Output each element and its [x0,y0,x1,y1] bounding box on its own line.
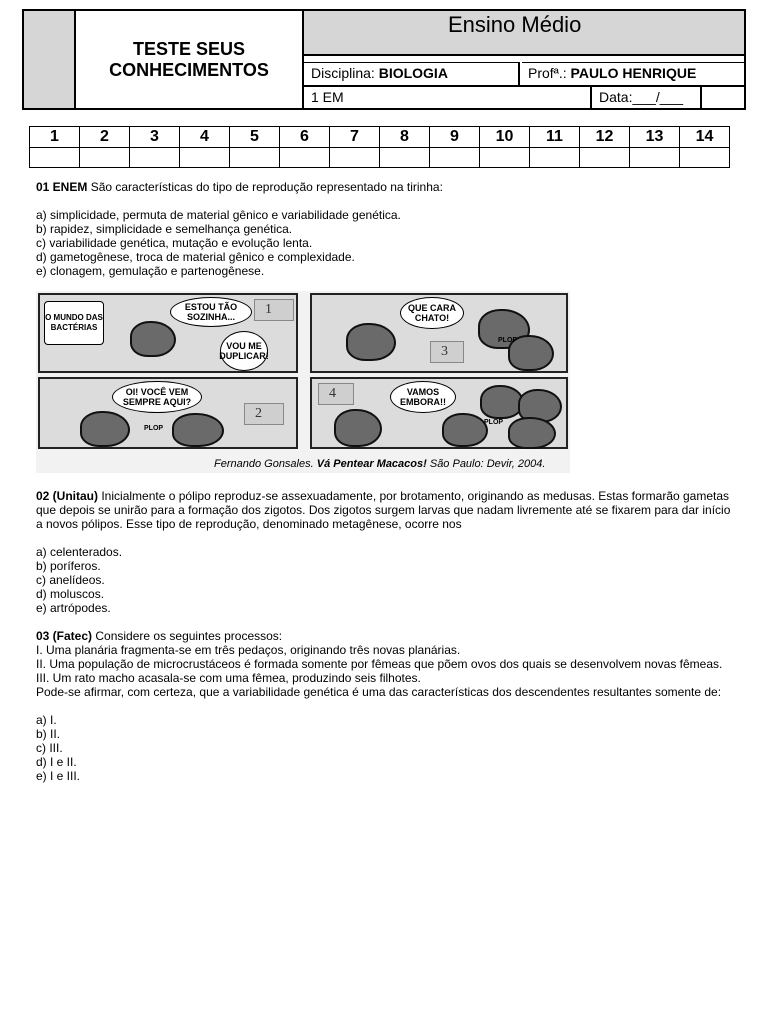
credit-publisher: São Paulo: Devir, 2004. [426,458,546,470]
plop-label: PLOP [498,337,518,344]
comic-number-box: 1 [254,299,294,321]
date-field: Data:___/___ [594,87,702,108]
option: e) clonagem, gemulação e partenogênese. [36,264,265,278]
plop-label: PLOP [484,419,504,426]
option: c) variabilidade genética, mutação e evolução lenta. [36,236,313,250]
bacterium-icon [80,411,130,447]
grid-number: 10 [480,127,530,148]
bacterium-icon [172,413,224,447]
option: c) anelídeos. [36,573,105,587]
answer-cell[interactable] [630,148,680,168]
answer-cell[interactable] [230,148,280,168]
comic-panel-2 [38,377,298,449]
bacterium-icon [130,321,176,357]
answer-cell[interactable] [330,148,380,168]
grid-number: 8 [380,127,430,148]
statement: I. Uma planária fragmenta-se em três pedaços, originando três novas planárias. [36,643,461,657]
comic-sign: O MUNDO DAS BACTÉRIAS [44,301,104,345]
discipline-field [304,62,520,85]
discipline-value: BIOLOGIA [378,65,448,81]
statement: Pode-se afirmar, com certeza, que a variabilidade genética é uma das características dos descendentes resultantes somente de: [36,685,722,699]
question-2-stem [36,489,736,531]
option: b) rapidez, simplicidade e semelhança genética. [36,222,293,236]
comic-strip [36,291,570,473]
option: d) I e II. [36,755,77,769]
teacher-label: Profª.: [528,65,567,81]
comic-bubble: VAMOS EMBORA!! [390,381,456,413]
title-line-2: CONHECIMENTOS [109,59,269,80]
discipline-label: Disciplina: [311,65,375,81]
bacterium-icon [334,409,382,447]
answer-cell[interactable] [430,148,480,168]
question-3-text: Considere os seguintes processos: [92,629,283,643]
level-label: Ensino Médio [448,12,582,37]
plop-label: PLOP [144,425,164,432]
comic-number-box: 4 [318,383,354,405]
answer-cell[interactable] [530,148,580,168]
grid-number: 3 [130,127,180,148]
question-2 [36,489,736,615]
class-field: 1 EM [304,87,592,108]
header-box [22,9,746,110]
blank-field [704,87,744,108]
answer-cell[interactable] [580,148,630,168]
question-2-text: Inicialmente o pólipo reproduz-se assexuadamente, por brotamento, originando as medusas. Estas formarão gametas que depois se unirão para a formação dos zigotos. Dos zigotos surgem larvas que nadam livremente até se fixarem para dar início a novos pólipos. Esse tipo de reprodução, denominado metagênese, ocorre nos [36,489,731,531]
answer-grid-numbers [30,127,730,148]
credit-author: Fernando Gonsales. [214,458,317,470]
grid-number: 4 [180,127,230,148]
question-1-stem [36,180,736,194]
question-3-stem [36,629,736,643]
answer-grid-blanks [30,148,730,168]
grid-number: 11 [530,127,580,148]
option: c) III. [36,741,63,755]
option: e) I e III. [36,769,81,783]
option: a) I. [36,713,57,727]
grid-number: 5 [230,127,280,148]
grid-number: 12 [580,127,630,148]
answer-cell[interactable] [680,148,730,168]
teacher-field [522,62,744,85]
question-2-source: 02 (Unitau) [36,489,99,503]
answer-cell[interactable] [480,148,530,168]
credit-title: Vá Pentear Macacos! [316,458,427,470]
bacterium-icon [508,417,556,449]
answer-cell[interactable] [130,148,180,168]
grid-number: 2 [80,127,130,148]
option: a) celenterados. [36,545,123,559]
header-gray-cell [24,11,76,108]
teacher-value: PAULO HENRIQUE [570,65,697,81]
option: d) gametogênese, troca de material gênico e complexidade. [36,250,355,264]
option: d) moluscos. [36,587,105,601]
answer-cell[interactable] [30,148,80,168]
option: b) II. [36,727,61,741]
question-1-source: 01 ENEM [36,180,88,194]
bacterium-icon [442,413,488,447]
answer-cell[interactable] [180,148,230,168]
grid-number: 9 [430,127,480,148]
answer-cell[interactable] [80,148,130,168]
comic-bubble: ESTOU TÃO SOZINHA... [170,297,252,327]
comic-bubble: VOU ME DUPLICAR! [220,331,268,371]
answer-cell[interactable] [380,148,430,168]
grid-number: 6 [280,127,330,148]
comic-bubble: OI! VOCÊ VEM SEMPRE AQUI? [112,381,202,413]
grid-number: 13 [630,127,680,148]
header-row-class [304,87,744,108]
option: e) artrópodes. [36,601,111,615]
comic-panel-1 [38,293,298,373]
statement: III. Um rato macho acasala-se com uma fêmea, produzindo seis filhotes. [36,671,421,685]
comic-panel-4 [310,377,568,449]
option: b) poríferos. [36,559,101,573]
question-1-text: São características do tipo de reprodução representado na tirinha: [87,180,443,194]
statement: II. Uma população de microcrustáceos é formada somente por fêmeas que põem ovos dos quais se desenvolvem novas fêmeas. [36,657,723,671]
comic-number-box: 3 [430,341,464,363]
grid-number: 1 [30,127,80,148]
comic-panel-3 [310,293,568,373]
answer-cell[interactable] [280,148,330,168]
level-cell [304,11,744,56]
question-1 [36,180,736,278]
grid-number: 7 [330,127,380,148]
comic-bubble: QUE CARA CHATO! [400,297,464,329]
grid-number: 14 [680,127,730,148]
comic-number-box: 2 [244,403,284,425]
header-info [304,11,744,108]
question-3-source: 03 (Fatec) [36,629,93,643]
answer-grid [29,126,730,168]
title-line-1: TESTE SEUS [132,38,246,59]
header-row-discipline [304,56,744,87]
question-3 [36,629,736,783]
page-title [76,11,304,108]
option: a) simplicidade, permuta de material gênico e variabilidade genética. [36,208,401,222]
comic-credit [214,458,545,470]
bacterium-icon [346,323,396,361]
